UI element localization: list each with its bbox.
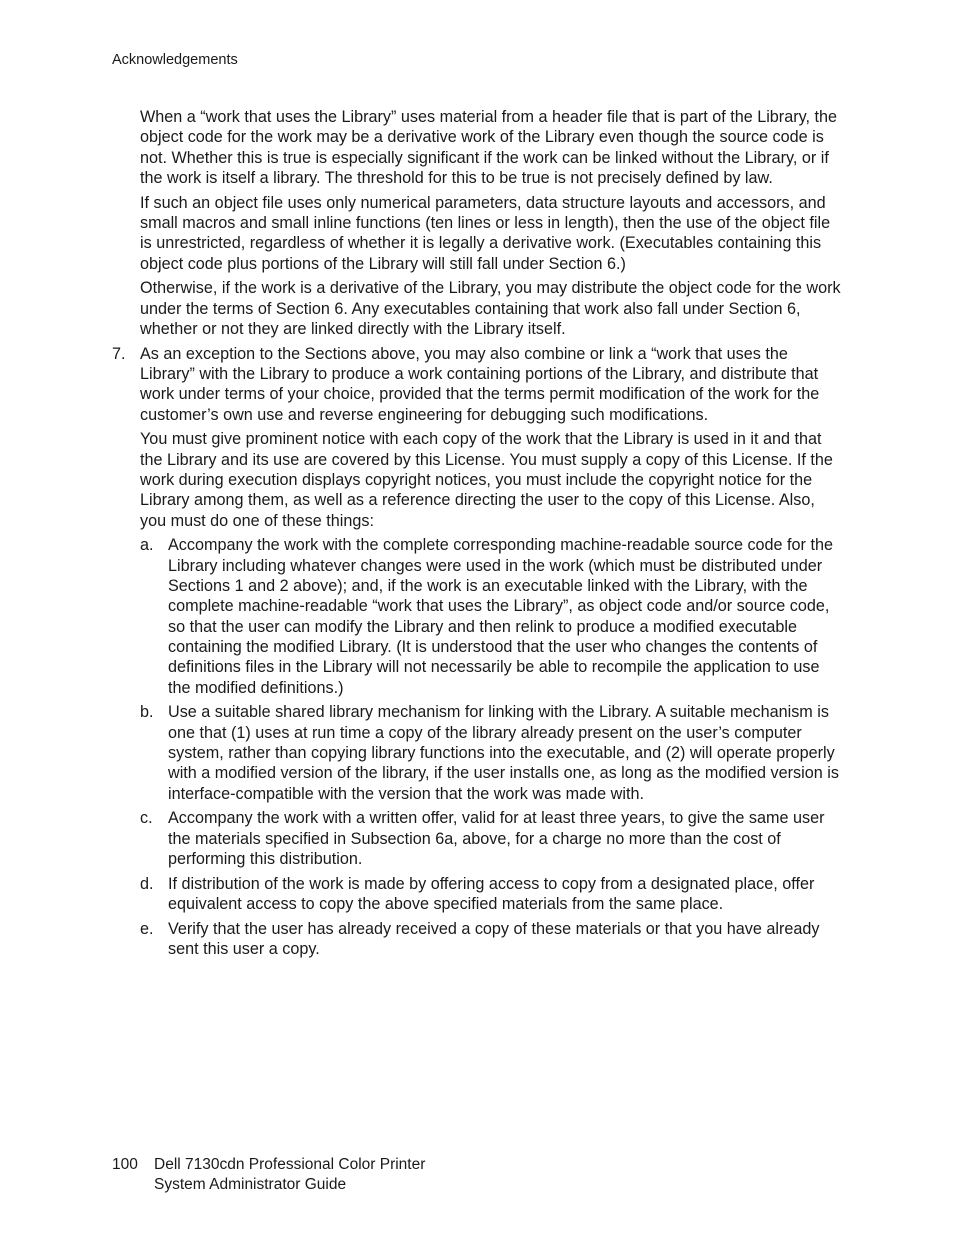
footer-title-block xyxy=(154,1155,425,1194)
list-marker: 7. xyxy=(112,344,126,363)
list-item-d xyxy=(112,874,842,915)
list-item-text: Accompany the work with the complete corresponding machine-readable source code for the Library including whatever changes were used in the work (which must be distributed under Sections 1 and 2 above); and, if the work is an executable linked with the Library, with the complete machine-readable “work that uses the Library”, as object code and/or source code, so that the user can modify the Library and then relink to produce a modified executable containing the modified Library. (It is understood that the user who changes the contents of definitions files in the Library will not necessarily be able to recompile the application to use the modified definitions.) xyxy=(168,536,833,697)
list-item-7 xyxy=(112,344,842,425)
list-item-a xyxy=(112,535,842,697)
list-marker: b. xyxy=(140,703,154,722)
paragraph-derivative: Otherwise, if the work is a derivative of the Library, you may distribute the object code for the work under the terms of Section 6. Any executables containing that work also fall under Section 6, whether or not they are linked directly with the Library itself. xyxy=(140,279,841,338)
list-item-c xyxy=(112,808,842,869)
list-marker: a. xyxy=(140,536,154,555)
list-marker: d. xyxy=(140,874,154,893)
paragraph-prominent-notice: You must give prominent notice with each copy of the work that the Library is used in it and that the Library and its use are covered by this License. You must supply a copy of this License. If the work during execution displays copyright notices, you must include the copyright notice for the Library among them, as well as a reference directing the user to the copy of this License. Also, you must do one of these things: xyxy=(140,430,833,530)
page-number: 100 xyxy=(112,1156,138,1173)
running-header: Acknowledgements xyxy=(112,52,238,68)
page-footer xyxy=(112,1155,425,1194)
paragraph-header-file: When a “work that uses the Library” uses material from a header file that is part of the Library, the object code for the work may be a derivative work of the Library even though the source code is not. Whether this is true is especially significant if the work can be linked without the Library, or if the work is itself a library. The threshold for this to be true is not precisely defined by law. xyxy=(140,108,837,187)
list-marker: e. xyxy=(140,919,154,938)
list-marker: c. xyxy=(140,809,153,828)
list-item-b xyxy=(112,702,842,803)
list-item-text: As an exception to the Sections above, you may also combine or link a “work that uses the Library” with the Library to produce a work containing portions of the Library, and distribute that work under terms of your choice, provided that the terms permit modification of the work for the customer’s own use and reverse engineering for debugging such modifications. xyxy=(140,344,820,424)
list-item-text: If distribution of the work is made by offering access to copy from a designated place, offer equivalent access to copy the above specified materials from the same place. xyxy=(168,874,815,913)
list-item-e xyxy=(112,919,842,960)
list-item-text: Accompany the work with a written offer, valid for at least three years, to give the same user the materials specified in Subsection 6a, above, for a charge no more than the cost of performing this distribution. xyxy=(168,809,825,868)
document-body xyxy=(112,107,842,964)
paragraph-object-file: If such an object file uses only numerical parameters, data structure layouts and accessors, and small macros and small inline functions (ten lines or less in length), then the use of the object file is unrestricted, regardless of whether it is legally a derivative work. (Executables containing this object code plus portions of the Library will still fall under Section 6.) xyxy=(140,193,831,273)
list-item-text: Verify that the user has already received a copy of these materials or that you have already sent this user a copy. xyxy=(168,919,820,959)
list-item-text: Use a suitable shared library mechanism for linking with the Library. A suitable mechanism is one that (1) uses at run time a copy of the library already present on the user’s computer system, rather than copying library functions into the executable, and (2) will operate properly with a modified version of the library, if the user installs one, as long as the modified version is interface-compatible with the version that the work was made with. xyxy=(168,703,839,803)
footer-product-name: Dell 7130cdn Professional Color Printer xyxy=(154,1156,426,1173)
footer-guide-name: System Administrator Guide xyxy=(154,1175,347,1193)
